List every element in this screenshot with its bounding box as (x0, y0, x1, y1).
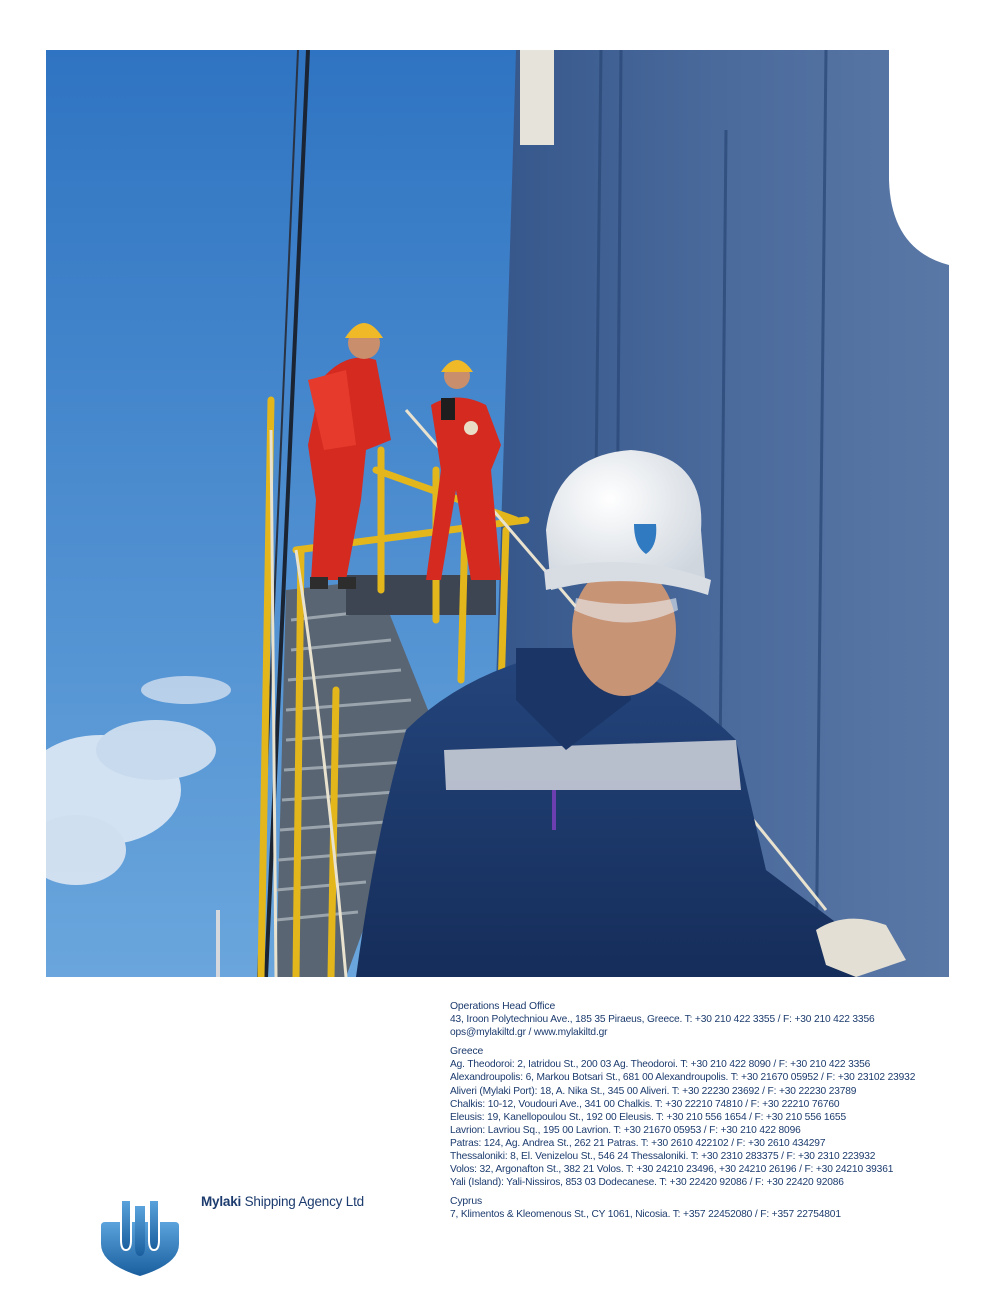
cyprus-section (450, 1195, 980, 1221)
head-office-email-web[interactable]: ops@mylakiltd.gr / www.mylakiltd.gr (450, 1027, 608, 1039)
cyprus-title: Cyprus (450, 1196, 483, 1208)
workers-on-ship-stairs-photo (46, 50, 949, 977)
office-line-volos: Volos: 32, Argonafton St., 382 21 Volos. T: +30 24210 23496, +30 24210 26196 / F: +30 24210 39361 (450, 1164, 894, 1176)
head-office-section (450, 1000, 980, 1039)
head-office-address: 43, Iroon Polytechniou Ave., 185 35 Piraeus, Greece. T: +30 210 422 3355 / F: +30 210 422 3356 (450, 1014, 875, 1026)
office-line-aliveri: Aliveri (Mylaki Port): 18, A. Nika St., 345 00 Aliveri. T: +30 22230 23692 / F: +30 22230 23789 (450, 1085, 857, 1097)
office-line-yali: Yali (Island): Yali-Nissiros, 853 03 Dodecanese. T: +30 22420 92086 / F: +30 22420 92086 (450, 1177, 844, 1189)
office-line-eleusis: Eleusis: 19, Kanellopoulou St., 192 00 Eleusis. T: +30 210 556 1654 / F: +30 210 556 1655 (450, 1111, 846, 1123)
office-line-nicosia: 7, Klimentos & Kleomenous St., CY 1061, Nicosia. T: +357 22452080 / F: +357 22754801 (450, 1209, 841, 1221)
company-name-bold: Mylaki (201, 1194, 242, 1209)
greece-title: Greece (450, 1046, 484, 1058)
contact-directory (450, 1000, 980, 1228)
office-line-lavrion: Lavrion: Lavriou Sq., 195 00 Lavrion. T: +30 21670 05953 / F: +30 210 422 8096 (450, 1124, 801, 1136)
office-line-alexandroupolis: Alexandroupolis: 6, Markou Botsari St., 681 00 Alexandroupolis. T: +30 21670 05952 / F: +30 23102 23932 (450, 1072, 916, 1084)
office-line-chalkis: Chalkis: 10-12, Voudouri Ave., 341 00 Chalkis. T: +30 22210 74810 / F: +30 22210 76760 (450, 1098, 840, 1110)
mylaki-hull-logo-icon (101, 1200, 179, 1276)
office-line-ag-theodoroi: Ag. Theodoroi: 2, Iatridou St., 200 03 Ag. Theodoroi. T: +30 210 422 8090 / F: +30 210 422 3356 (450, 1059, 871, 1071)
cover-photo (46, 50, 949, 977)
greece-section (450, 1045, 980, 1189)
distant-mast (216, 910, 220, 977)
company-name-rest: Shipping Agency Ltd (241, 1194, 364, 1209)
head-office-title: Operations Head Office (450, 1001, 556, 1012)
office-line-thessaloniki: Thessaloniki: 8, El. Venizelou St., 546 24 Thessaloniki. T: +30 2310 283375 / F: +30 2310 223932 (450, 1151, 876, 1163)
office-line-patras: Patras: 124, Ag. Andrea St., 262 21 Patras. T: +30 2610 422102 / F: +30 2610 434297 (450, 1137, 826, 1149)
ship-superstructure (520, 50, 554, 145)
company-name (201, 1194, 364, 1209)
